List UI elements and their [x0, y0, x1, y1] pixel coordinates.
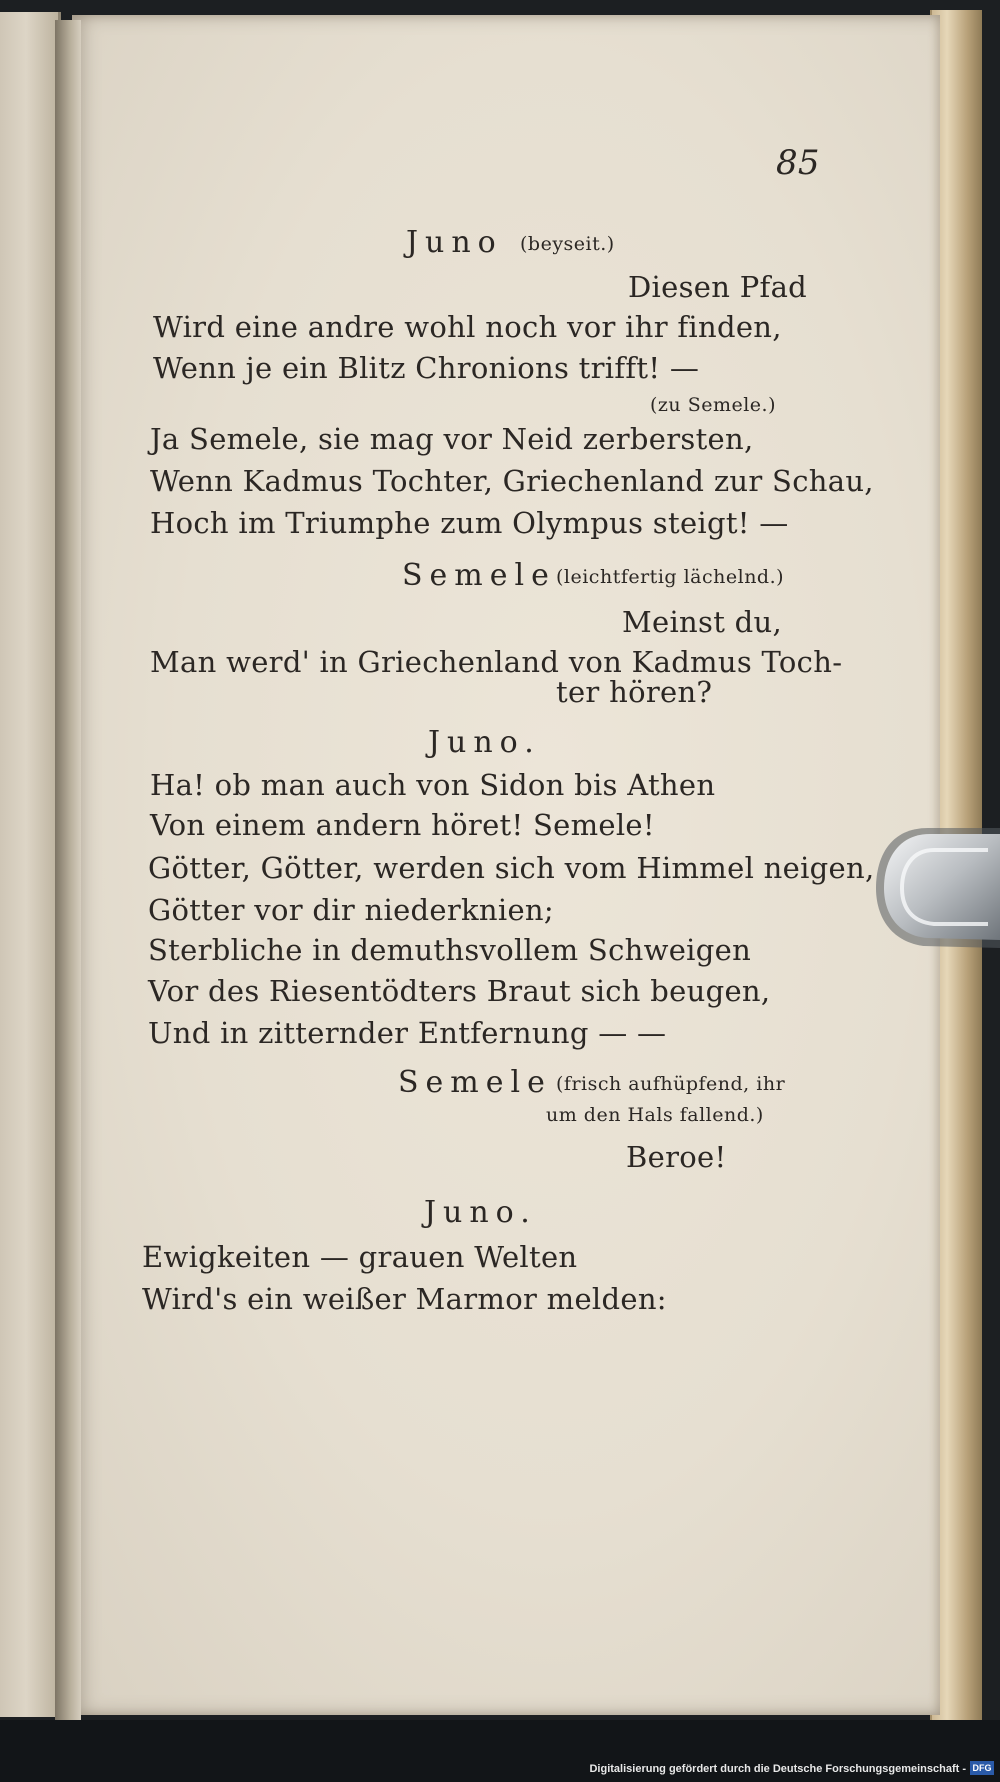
verse-line: Götter vor dir niederknien;	[148, 893, 554, 927]
verse-line: Wird eine andre wohl noch vor ihr finden,	[153, 310, 782, 344]
verse-line: Wenn Kadmus Tochter, Griechenland zur Schau,	[150, 464, 874, 498]
verse-line: Meinst du,	[622, 605, 783, 639]
digitization-credit: Digitalisierung gefördert durch die Deutsche Forschungsgemeinschaft -	[589, 1763, 966, 1775]
verse-line: Ha! ob man auch von Sidon bis Athen	[150, 768, 716, 802]
verse-line: Wenn je ein Blitz Chronions trifft! —	[153, 351, 700, 385]
verse-line: Götter, Götter, werden sich vom Himmel neigen,	[148, 851, 875, 885]
verse-line: Ewigkeiten — grauen Welten	[142, 1240, 578, 1274]
verse-line: Beroe!	[626, 1140, 727, 1174]
verse-line: Ja Semele, sie mag vor Neid zerbersten,	[150, 422, 754, 456]
stage-direction: (beyseit.)	[520, 233, 615, 255]
stage-direction: (frisch aufhüpfend, ihr	[556, 1073, 786, 1095]
speaker-semele: Semele	[402, 558, 556, 593]
speaker-juno: Juno.	[424, 1195, 537, 1230]
verse-line: Und in zitternder Entfernung — —	[148, 1016, 667, 1050]
verse-line: Vor des Riesentödters Braut sich beugen,	[148, 974, 771, 1008]
verse-line: Sterbliche in demuthsvollem Schweigen	[148, 933, 752, 967]
verse-line: Diesen Pfad	[628, 270, 808, 304]
verse-line: ter hören?	[556, 675, 713, 709]
verse-line: Wird's ein weißer Marmor melden:	[142, 1282, 667, 1316]
stage-direction: (leichtfertig lächelnd.)	[556, 566, 785, 588]
speaker-juno: Juno.	[428, 725, 541, 760]
dfg-logo: DFG	[970, 1761, 994, 1775]
speaker-semele: Semele	[398, 1065, 552, 1100]
speaker-juno: Juno	[406, 225, 503, 260]
stage-direction: um den Hals fallend.)	[546, 1104, 764, 1126]
verse-line: Von einem andern höret! Semele!	[150, 808, 655, 842]
verse-line: Man werd' in Griechenland von Kadmus Toch-	[150, 645, 843, 679]
verse-line: Hoch im Triumphe zum Olympus steigt! —	[150, 506, 789, 540]
stage-direction: (zu Semele.)	[650, 394, 776, 416]
page-number: 85	[776, 143, 820, 183]
